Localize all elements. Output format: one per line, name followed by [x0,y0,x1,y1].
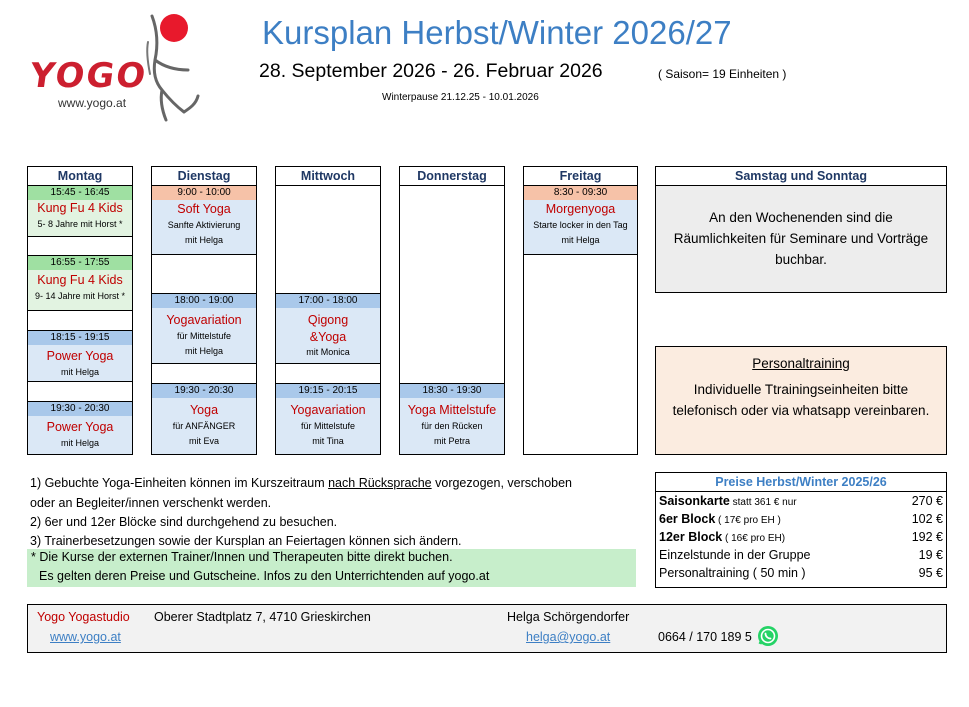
owner-name: Helga Schörgendorfer [507,610,630,624]
course-name: Kung Fu 4 Kids [37,201,123,215]
course-name: Power Yoga [46,420,114,434]
day-column-montag [27,166,133,455]
day-column-freitag [523,166,638,455]
whatsapp-icon[interactable] [757,625,779,647]
price-row [656,546,946,564]
phone-number[interactable]: 0664 / 170 189 5 [658,630,752,644]
course-detail: mit Eva [188,436,219,446]
course-block[interactable] [152,293,256,364]
day-column-donnerstag [399,166,505,455]
weekend-header: Samstag und Sonntag [656,167,946,186]
personal-line: Individuelle Ttrainingseinheiten bitte [693,382,909,397]
weekend-text [656,186,946,292]
day-column-mittwoch [275,166,381,455]
price-label: 6er Block [659,512,716,526]
course-time: 17:00 - 18:00 [276,294,380,308]
course-name: Kung Fu 4 Kids [37,273,123,287]
price-label: Saisonkarte [659,494,730,508]
day-header: Freitag [524,167,637,186]
price-note: ( 17€ pro EH ) [715,515,781,526]
course-block[interactable] [28,401,132,454]
price-note: ( 16€ pro EH) [722,533,786,544]
course-name: Yoga Mittelstufe [407,403,497,417]
course-time: 15:45 - 16:45 [28,186,132,200]
external-note-line: * Die Kurse der externen Trainer/Innen und Therapeuten bitte direkt buchen. [31,550,453,564]
price-table [655,472,947,588]
personal-training-title: Personaltraining [752,356,850,371]
course-name: Yogavariation [166,313,242,327]
course-name: Qigong [307,313,349,327]
course-detail: mit Helga [60,367,99,377]
price-label: Einzelstunde in der Gruppe [659,548,811,562]
course-time: 19:30 - 20:30 [28,402,132,416]
price-value: 192 € [911,530,943,544]
day-column-dienstag [151,166,257,455]
personal-training-box [655,346,947,455]
weekend-line: buchbar. [775,252,827,267]
course-detail: 9- 14 Jahre mit Horst * [34,291,126,301]
price-row [656,564,946,582]
course-name: Yoga [189,403,219,417]
course-time: 18:00 - 19:00 [152,294,256,308]
note-2: 2) 6er und 12er Blöcke sind durchgehend zu besuchen. [30,515,338,529]
course-name: Yogavariation [290,403,366,417]
course-detail: für Mittelstufe [176,331,232,341]
course-detail: mit Tina [312,436,344,446]
weekend-box [655,166,947,293]
price-value: 270 € [911,494,943,508]
day-header: Dienstag [152,167,256,186]
course-block[interactable] [28,186,132,237]
course-block[interactable] [400,383,504,454]
course-block[interactable] [152,186,256,255]
note-underlined: nach Rücksprache [328,476,432,490]
email-link[interactable]: helga@yogo.at [526,630,611,644]
weekend-line: An den Wochenenden sind die [709,210,893,225]
course-block[interactable] [152,383,256,454]
price-value: 102 € [911,512,943,526]
note-1-cont: oder an Begleiter/innen verschenkt werden. [30,496,272,510]
course-block[interactable] [276,293,380,364]
course-block[interactable] [524,186,637,255]
price-value: 19 € [918,548,943,562]
course-time: 9:00 - 10:00 [152,186,256,200]
season-info: ( Saison= 19 Einheiten ) [658,67,787,81]
course-detail: mit Monica [306,347,350,357]
course-time: 19:15 - 20:15 [276,384,380,398]
course-detail: 5- 8 Jahre mit Horst * [37,219,123,229]
course-name: Morgenyoga [545,202,616,216]
course-time: 19:30 - 20:30 [152,384,256,398]
page-title: Kursplan Herbst/Winter 2026/27 [262,14,732,51]
note-text: vorgezogen, verschoben [431,476,573,490]
price-table-title: Preise Herbst/Winter 2025/26 [656,473,946,492]
price-row [656,510,946,528]
course-detail: für Mittelstufe [300,421,356,431]
contact-footer [27,604,947,653]
price-label: 12er Block [659,530,723,544]
note-text: 1) Gebuchte Yoga-Einheiten können im Kurszeitraum [30,476,329,490]
course-detail: mit Helga [184,235,223,245]
website-link[interactable]: www.yogo.at [50,630,121,644]
course-detail: für ANFÄNGER [172,421,236,431]
logo-url[interactable]: www.yogo.at [58,96,127,110]
course-detail: mit Helga [184,346,223,356]
course-time: 18:15 - 19:15 [28,331,132,345]
price-row [656,492,946,510]
price-note: statt 361 € nur [729,497,797,508]
winter-break-info: Winterpause 21.12.25 - 10.01.2026 [382,92,539,103]
day-header: Montag [28,167,132,186]
personal-line: telefonisch oder via whatsapp vereinbaren. [672,403,930,418]
course-time: 8:30 - 09:30 [524,186,637,200]
price-value: 95 € [918,566,943,580]
course-detail: mit Helga [60,438,99,448]
course-block[interactable] [28,330,132,382]
course-block[interactable] [276,383,380,454]
price-row [656,528,946,546]
course-dates: 28. September 2026 - 26. Februar 2026 [259,60,603,82]
course-detail: mit Petra [433,436,470,446]
course-block[interactable] [28,255,132,311]
day-header: Donnerstag [400,167,504,186]
logo-text: YOGO [27,56,150,96]
course-name: Power Yoga [46,349,114,363]
course-name-line2: &Yoga [309,330,347,344]
personal-training-text [656,379,946,421]
day-header: Mittwoch [276,167,380,186]
notes [30,473,636,551]
external-note-line: Es gelten deren Preise und Gutscheine. Infos zu den Unterrichtenden auf yogo.at [39,569,490,583]
price-label: Personaltraining ( 50 min ) [659,566,806,580]
course-detail: Sanfte Aktivierung [167,220,241,230]
course-detail: Starte locker in den Tag [533,220,628,230]
note-1 [30,473,636,493]
course-detail: für den Rücken [421,421,483,431]
yogo-logo [28,12,198,130]
course-detail: mit Helga [561,235,600,245]
weekend-line: Räumlichkeiten für Seminare und Vorträge [673,231,929,246]
studio-name: Yogo Yogastudio [37,610,130,624]
course-name: Soft Yoga [177,202,231,216]
studio-address: Oberer Stadtplatz 7, 4710 Grieskirchen [154,610,371,624]
note-3: 3) Trainerbesetzungen sowie der Kursplan an Feiertagen können sich ändern. [30,534,462,548]
course-time: 18:30 - 19:30 [400,384,504,398]
course-time: 16:55 - 17:55 [28,256,132,270]
